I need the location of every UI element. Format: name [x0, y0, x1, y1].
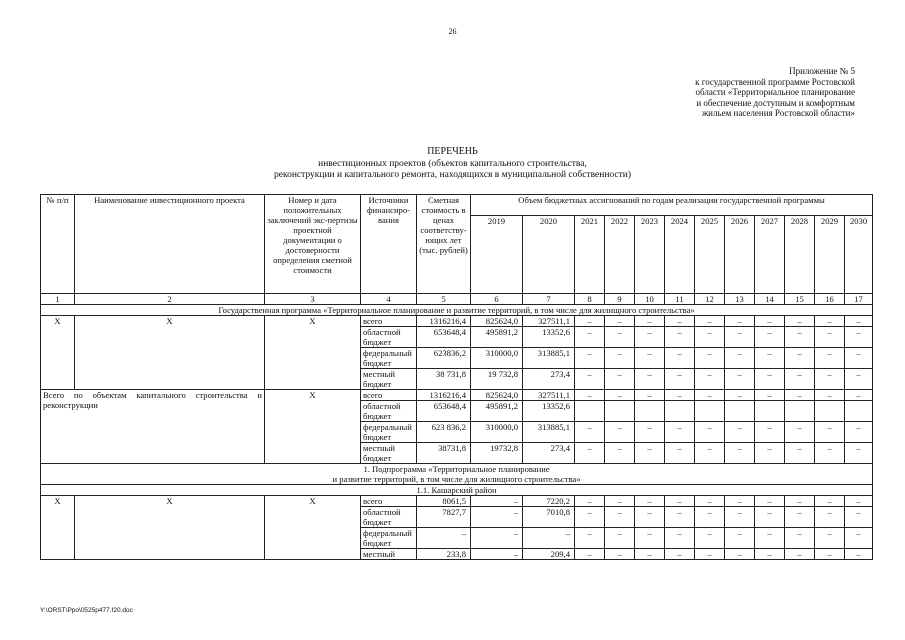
- amount-2023: –: [635, 528, 665, 549]
- amount-2024: –: [665, 348, 695, 369]
- estimated-cost: 38731,8: [417, 443, 471, 464]
- amount-2027: –: [755, 496, 785, 507]
- header-no: № п/п: [41, 195, 75, 294]
- estimated-cost: 623836,2: [417, 348, 471, 369]
- subprogram-title: [41, 464, 873, 485]
- funding-source: всего: [361, 316, 417, 327]
- appendix-line: области «Территориальное планирование: [695, 87, 855, 97]
- amount-2026: –: [725, 528, 755, 549]
- amount-2023: [635, 401, 665, 422]
- amount-2022: –: [605, 496, 635, 507]
- year-header-2027: 2027: [755, 216, 785, 294]
- amount-2026: –: [725, 549, 755, 560]
- appendix-line: Приложение № 5: [789, 66, 855, 76]
- amount-2022: –: [605, 443, 635, 464]
- estimated-cost: 38 731,8: [417, 369, 471, 390]
- year-header-2026: 2026: [725, 216, 755, 294]
- document-subtitle: [0, 159, 905, 180]
- subprogram-title-row: [41, 464, 873, 485]
- amount-2025: –: [695, 549, 725, 560]
- amount-2023: –: [635, 422, 665, 443]
- amount-2021: –: [575, 496, 605, 507]
- amount-2029: –: [815, 549, 845, 560]
- funding-source: местный: [361, 549, 417, 560]
- amount-2029: –: [815, 390, 845, 401]
- amount-2028: –: [785, 528, 815, 549]
- amount-2030: –: [845, 348, 873, 369]
- header-sources: Источники финансиро-вания: [361, 195, 417, 294]
- amount-2030: –: [845, 496, 873, 507]
- year-header-2024: 2024: [665, 216, 695, 294]
- amount-2028: –: [785, 316, 815, 327]
- amount-2027: –: [755, 316, 785, 327]
- row-number: Х: [41, 316, 75, 390]
- column-number: 7: [523, 294, 575, 305]
- footer-file-path: Y:\ORST\Ppo\0525p477.f20.doc: [40, 607, 133, 614]
- expertise-ref: Х: [265, 496, 361, 560]
- subprogram-title-line: и развитие территорий, в том числе для жилищного строительства»: [332, 474, 581, 484]
- amount-2019: –: [471, 549, 523, 560]
- column-number: 2: [75, 294, 265, 305]
- estimated-cost: 233,8: [417, 549, 471, 560]
- year-header-2021: 2021: [575, 216, 605, 294]
- amount-2030: –: [845, 390, 873, 401]
- amount-2020: 273,4: [523, 369, 575, 390]
- amount-2030: –: [845, 316, 873, 327]
- row-number: Х: [41, 496, 75, 560]
- amount-2030: –: [845, 327, 873, 348]
- column-number: 5: [417, 294, 471, 305]
- amount-2025: –: [695, 390, 725, 401]
- column-number: 8: [575, 294, 605, 305]
- amount-2027: –: [755, 507, 785, 528]
- amount-2025: –: [695, 316, 725, 327]
- amount-2028: –: [785, 390, 815, 401]
- amount-2020: 7220,2: [523, 496, 575, 507]
- amount-2024: –: [665, 390, 695, 401]
- total-label: Всего по объектам капитального строительства и реконструкции: [41, 390, 265, 464]
- investment-projects-table: [40, 194, 873, 560]
- amount-2024: –: [665, 369, 695, 390]
- amount-2024: –: [665, 422, 695, 443]
- amount-2020: 327511,1: [523, 316, 575, 327]
- amount-2029: –: [815, 327, 845, 348]
- estimated-cost: 7827,7: [417, 507, 471, 528]
- amount-2023: –: [635, 369, 665, 390]
- header-estimated-cost: Сметная стоимость в ценах соответству-ющих лет (тыс. рублей): [417, 195, 471, 294]
- amount-2019: –: [471, 496, 523, 507]
- appendix-line: и обеспечение доступным и комфортным: [696, 97, 855, 108]
- estimated-cost: –: [417, 528, 471, 549]
- amount-2025: –: [695, 507, 725, 528]
- amount-2022: –: [605, 390, 635, 401]
- page-number: 26: [448, 27, 457, 36]
- header-name: Наименование инвестиционного проекта: [75, 195, 265, 294]
- subprogram-title-line: 1. Подпрограмма «Территориальное планирование: [363, 464, 550, 474]
- amount-2025: –: [695, 327, 725, 348]
- estimated-cost: 653648,4: [417, 327, 471, 348]
- amount-2023: –: [635, 316, 665, 327]
- amount-2028: –: [785, 549, 815, 560]
- funding-source: областной бюджет: [361, 327, 417, 348]
- column-number: 10: [635, 294, 665, 305]
- amount-2021: –: [575, 348, 605, 369]
- table-row: [41, 390, 873, 401]
- amount-2019: 19 732,8: [471, 369, 523, 390]
- year-header-2029: 2029: [815, 216, 845, 294]
- funding-source: областной бюджет: [361, 401, 417, 422]
- amount-2020: 273,4: [523, 443, 575, 464]
- amount-2021: –: [575, 507, 605, 528]
- column-number: 4: [361, 294, 417, 305]
- amount-2028: –: [785, 369, 815, 390]
- amount-2021: –: [575, 390, 605, 401]
- amount-2021: –: [575, 422, 605, 443]
- amount-2028: [785, 401, 815, 422]
- amount-2022: –: [605, 528, 635, 549]
- amount-2023: –: [635, 348, 665, 369]
- amount-2027: –: [755, 528, 785, 549]
- amount-2028: –: [785, 327, 815, 348]
- expertise-ref: Х: [265, 390, 361, 464]
- amount-2022: –: [605, 422, 635, 443]
- column-number: 1: [41, 294, 75, 305]
- amount-2022: –: [605, 348, 635, 369]
- amount-2021: [575, 401, 605, 422]
- funding-source: федеральный бюджет: [361, 528, 417, 549]
- amount-2026: –: [725, 422, 755, 443]
- amount-2029: –: [815, 507, 845, 528]
- amount-2029: –: [815, 496, 845, 507]
- amount-2025: –: [695, 443, 725, 464]
- amount-2021: –: [575, 528, 605, 549]
- amount-2019: –: [471, 528, 523, 549]
- column-number: 6: [471, 294, 523, 305]
- amount-2019: 825624,0: [471, 390, 523, 401]
- amount-2025: –: [695, 348, 725, 369]
- amount-2027: –: [755, 549, 785, 560]
- column-number: 16: [815, 294, 845, 305]
- header-row: [41, 195, 873, 216]
- program-title-row: [41, 305, 873, 316]
- amount-2028: –: [785, 496, 815, 507]
- amount-2022: –: [605, 549, 635, 560]
- amount-2029: –: [815, 422, 845, 443]
- column-number: 13: [725, 294, 755, 305]
- amount-2023: –: [635, 507, 665, 528]
- year-header-2022: 2022: [605, 216, 635, 294]
- amount-2027: –: [755, 327, 785, 348]
- appendix-line: жильем населения Ростовской области»: [701, 108, 855, 118]
- amount-2026: –: [725, 390, 755, 401]
- funding-source: областной бюджет: [361, 507, 417, 528]
- amount-2024: –: [665, 443, 695, 464]
- amount-2019: –: [471, 507, 523, 528]
- amount-2019: 310000,0: [471, 348, 523, 369]
- header-budget-group: Объем бюджетных ассигнований по годам реализации государственной программы: [471, 195, 873, 216]
- estimated-cost: 8061,5: [417, 496, 471, 507]
- amount-2026: –: [725, 507, 755, 528]
- amount-2020: 313885,1: [523, 422, 575, 443]
- amount-2027: –: [755, 443, 785, 464]
- year-header-2028: 2028: [785, 216, 815, 294]
- year-header-2023: 2023: [635, 216, 665, 294]
- amount-2020: 7010,8: [523, 507, 575, 528]
- amount-2022: [605, 401, 635, 422]
- amount-2029: –: [815, 369, 845, 390]
- amount-2030: –: [845, 422, 873, 443]
- year-header-2030: 2030: [845, 216, 873, 294]
- table-row: [41, 316, 873, 327]
- amount-2024: –: [665, 507, 695, 528]
- amount-2029: –: [815, 348, 845, 369]
- amount-2023: –: [635, 327, 665, 348]
- amount-2020: 313885,1: [523, 348, 575, 369]
- amount-2019: 825624,0: [471, 316, 523, 327]
- amount-2029: –: [815, 443, 845, 464]
- amount-2023: –: [635, 496, 665, 507]
- amount-2024: –: [665, 528, 695, 549]
- estimated-cost: 653648,4: [417, 401, 471, 422]
- header-expertise: Номер и дата положительных заключений экс-пертизы проектной документации о достоверности определения сметной стоимости: [265, 195, 361, 294]
- amount-2021: –: [575, 316, 605, 327]
- amount-2020: 209,4: [523, 549, 575, 560]
- year-header-2019: 2019: [471, 216, 523, 294]
- amount-2025: [695, 401, 725, 422]
- amount-2028: –: [785, 443, 815, 464]
- column-number: 3: [265, 294, 361, 305]
- column-number: 14: [755, 294, 785, 305]
- amount-2028: –: [785, 422, 815, 443]
- amount-2024: –: [665, 549, 695, 560]
- funding-source: всего: [361, 390, 417, 401]
- project-name: Х: [75, 316, 265, 390]
- amount-2024: –: [665, 327, 695, 348]
- amount-2020: 327511,1: [523, 390, 575, 401]
- amount-2025: –: [695, 496, 725, 507]
- amount-2025: –: [695, 528, 725, 549]
- amount-2026: –: [725, 348, 755, 369]
- amount-2019: 310000,0: [471, 422, 523, 443]
- amount-2030: –: [845, 507, 873, 528]
- amount-2027: –: [755, 390, 785, 401]
- amount-2021: –: [575, 327, 605, 348]
- appendix-line: к государственной программе Ростовской: [695, 76, 855, 87]
- amount-2019: 495891,2: [471, 401, 523, 422]
- funding-source: местный бюджет: [361, 369, 417, 390]
- estimated-cost: 623 836,2: [417, 422, 471, 443]
- amount-2026: –: [725, 369, 755, 390]
- table-row: [41, 496, 873, 507]
- amount-2029: –: [815, 316, 845, 327]
- estimated-cost: 1316216,4: [417, 390, 471, 401]
- amount-2027: –: [755, 422, 785, 443]
- column-number: 12: [695, 294, 725, 305]
- amount-2021: –: [575, 549, 605, 560]
- expertise-ref: Х: [265, 316, 361, 390]
- column-number: 15: [785, 294, 815, 305]
- year-header-2025: 2025: [695, 216, 725, 294]
- amount-2028: –: [785, 348, 815, 369]
- appendix-note: [640, 66, 855, 119]
- funding-source: местный бюджет: [361, 443, 417, 464]
- subtitle-line: реконструкции и капитального ремонта, находящихся в муниципальной собственности): [273, 169, 632, 180]
- amount-2019: 19732,8: [471, 443, 523, 464]
- amount-2021: –: [575, 443, 605, 464]
- document-title: ПЕРЕЧЕНЬ: [427, 146, 478, 157]
- funding-source: всего: [361, 496, 417, 507]
- year-header-2020: 2020: [523, 216, 575, 294]
- table-body: [41, 195, 873, 560]
- funding-source: федеральный бюджет: [361, 348, 417, 369]
- amount-2026: –: [725, 443, 755, 464]
- amount-2028: –: [785, 507, 815, 528]
- project-name: Х: [75, 496, 265, 560]
- amount-2030: –: [845, 549, 873, 560]
- amount-2030: –: [845, 443, 873, 464]
- amount-2026: –: [725, 316, 755, 327]
- amount-2022: –: [605, 316, 635, 327]
- amount-2023: –: [635, 549, 665, 560]
- amount-2025: –: [695, 369, 725, 390]
- amount-2020: –: [523, 528, 575, 549]
- amount-2027: –: [755, 348, 785, 369]
- amount-2029: [815, 401, 845, 422]
- column-number: 17: [845, 294, 873, 305]
- amount-2026: [725, 401, 755, 422]
- amount-2029: –: [815, 528, 845, 549]
- amount-2022: –: [605, 327, 635, 348]
- amount-2024: [665, 401, 695, 422]
- funding-source: федеральный бюджет: [361, 422, 417, 443]
- amount-2019: 495891,2: [471, 327, 523, 348]
- amount-2024: –: [665, 496, 695, 507]
- district-title: 1.1. Кашарский район: [41, 485, 873, 496]
- amount-2023: –: [635, 443, 665, 464]
- district-title-row: [41, 485, 873, 496]
- amount-2024: –: [665, 316, 695, 327]
- amount-2027: –: [755, 369, 785, 390]
- amount-2030: –: [845, 369, 873, 390]
- program-title: Государственная программа «Территориальное планирование и развитие территорий, в том числе для жилищного строительства»: [41, 305, 873, 316]
- amount-2020: 13352,6: [523, 401, 575, 422]
- amount-2025: –: [695, 422, 725, 443]
- subtitle-line: инвестиционных проектов (объектов капитального строительства,: [318, 159, 587, 169]
- amount-2023: –: [635, 390, 665, 401]
- column-number: 11: [665, 294, 695, 305]
- column-number: 9: [605, 294, 635, 305]
- amount-2020: 13352,6: [523, 327, 575, 348]
- column-numbers-row: [41, 294, 873, 305]
- amount-2026: –: [725, 496, 755, 507]
- amount-2021: –: [575, 369, 605, 390]
- amount-2030: [845, 401, 873, 422]
- amount-2027: [755, 401, 785, 422]
- amount-2026: –: [725, 327, 755, 348]
- amount-2030: –: [845, 528, 873, 549]
- amount-2022: –: [605, 507, 635, 528]
- amount-2022: –: [605, 369, 635, 390]
- estimated-cost: 1316216,4: [417, 316, 471, 327]
